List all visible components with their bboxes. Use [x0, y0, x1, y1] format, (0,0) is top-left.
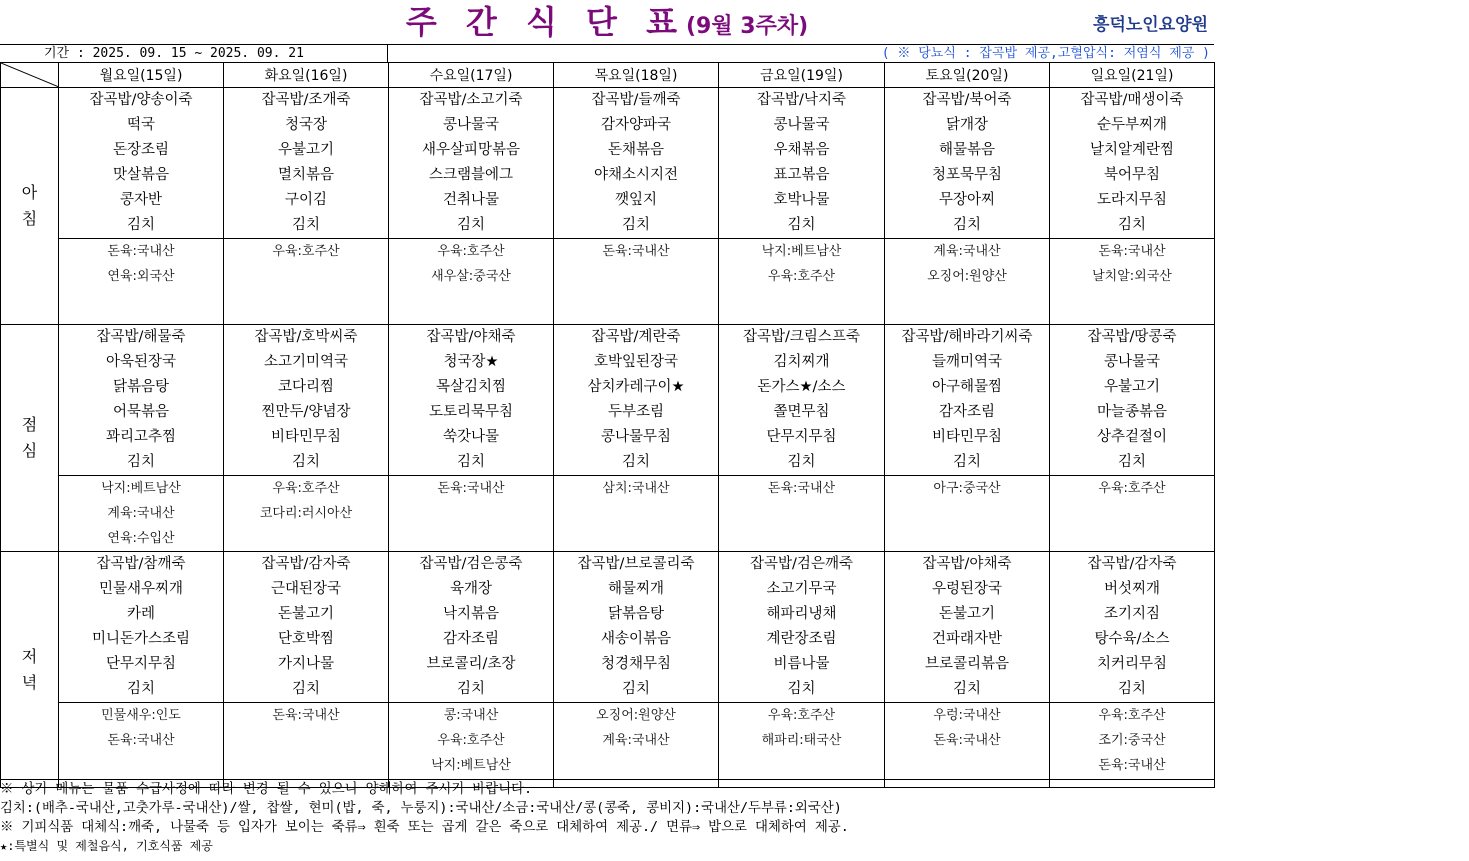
food-item: 비타민무침 [931, 429, 1003, 445]
meal-label [1, 325, 59, 552]
food-item: 닭볶음탕 [607, 606, 665, 622]
origin-item: 아구:중국산 [933, 481, 1001, 496]
food-item: 단무지무침 [766, 429, 837, 445]
food-cell [224, 552, 389, 703]
food-item: 콩자반 [119, 192, 163, 208]
origin-cell [59, 476, 224, 552]
food-item: 무장아찌 [938, 192, 996, 208]
food-item: 잡곡밥/북어죽 [922, 92, 1012, 108]
food-cell [59, 88, 224, 239]
footer-star-legend: ★:특별식 및 제철음식, 기호식품 제공 [0, 839, 213, 853]
food-cell [885, 325, 1050, 476]
food-item: 돈채볶음 [607, 142, 665, 158]
food-item: 돈불고기 [938, 606, 996, 622]
food-item: 브로콜리/초장 [426, 656, 516, 672]
origin-item: 낙지:베트남산 [431, 758, 511, 773]
food-cell [1050, 552, 1215, 703]
food-item: 잡곡밥/호박씨죽 [254, 329, 358, 345]
meal-label-char: 아 [21, 183, 38, 202]
food-item: 들깨미역국 [931, 354, 1003, 370]
food-cell [719, 88, 885, 239]
food-item: 잡곡밥/감자죽 [1087, 556, 1177, 572]
origin-cell [59, 239, 224, 325]
food-item: 육개장 [449, 581, 493, 597]
food-item: 감자조림 [442, 631, 500, 647]
origin-cell [59, 703, 224, 788]
origin-cell [1050, 476, 1215, 552]
origin-item: 계육:국내산 [107, 506, 175, 521]
food-item: 단호박찜 [277, 631, 335, 647]
food-cell [59, 325, 224, 476]
meal-origin-row [1, 703, 1215, 788]
food-item: 순두부찌개 [1096, 117, 1168, 133]
food-item: 김치 [1117, 454, 1146, 470]
food-item: 잡곡밥/야채죽 [426, 329, 516, 345]
food-item: 표고볶음 [773, 167, 830, 183]
food-item: 새송이볶음 [600, 631, 672, 647]
food-item: 김치 [787, 454, 816, 470]
food-item: 삼치카레구이★ [587, 379, 685, 395]
food-item: 김치 [126, 217, 155, 233]
origin-item: 우육:호주산 [767, 708, 836, 723]
day-header: 토요일(20일) [885, 63, 1050, 88]
origin-cell [224, 476, 389, 552]
food-item: 해물찌개 [607, 581, 665, 597]
food-cell [1050, 325, 1215, 476]
origin-cell [554, 476, 719, 552]
food-item: 깻잎지 [614, 192, 658, 208]
food-cell [389, 88, 554, 239]
food-item: 우채볶음 [773, 142, 830, 158]
food-cell [885, 552, 1050, 703]
food-item: 잡곡밥/해물죽 [96, 329, 186, 345]
food-item: 잡곡밥/소고기죽 [419, 92, 523, 108]
origin-item: 우육:호주산 [272, 244, 340, 259]
food-item: 잡곡밥/해바라기씨죽 [901, 329, 1033, 345]
origin-cell [1050, 703, 1215, 788]
food-item: 김치 [621, 681, 650, 697]
footer-substitute-note: ※ 기피식품 대체식:깨죽, 나물죽 등 입자가 보이는 죽류⇒ 흰죽 또는 곱게 갈은 죽으로 대체하여 제공./ 면류⇒ 밥으로 대체하여 제공. [0, 820, 849, 835]
food-item: 우불고기 [1103, 379, 1161, 395]
food-item: 아구해물찜 [931, 379, 1003, 395]
origin-item: 오징어:원양산 [596, 708, 676, 723]
food-item: 잡곡밥/검은깨죽 [750, 556, 853, 572]
food-item: 잡곡밥/들깨죽 [591, 92, 681, 108]
origin-item: 민물새우:인도 [101, 708, 181, 723]
origin-cell [1050, 239, 1215, 325]
food-item: 잡곡밥/조개죽 [261, 92, 351, 108]
origin-item: 우육:호주산 [767, 269, 836, 284]
food-item: 잡곡밥/감자죽 [261, 556, 351, 572]
food-item: 콩나물무침 [600, 429, 672, 445]
food-item: 호박잎된장국 [593, 354, 679, 370]
food-item: 콩나물국 [442, 117, 500, 133]
origin-item: 돈육:국내산 [767, 481, 836, 496]
food-item: 떡국 [126, 117, 155, 133]
food-item: 닭개장 [945, 117, 989, 133]
food-item: 가지나물 [277, 656, 335, 672]
food-item: 스크램블에그 [428, 167, 514, 183]
food-item: 소고기무국 [766, 581, 837, 597]
food-item: 비름나물 [773, 656, 830, 672]
meal-label [1, 552, 59, 788]
origin-item: 우렁:국내산 [933, 708, 1001, 723]
food-item: 김치 [291, 681, 320, 697]
origin-cell [554, 239, 719, 325]
food-cell [719, 552, 885, 703]
food-item: 감자양파국 [600, 117, 672, 133]
origin-item: 돈육:국내산 [1098, 244, 1166, 259]
food-item: 청국장 [284, 117, 328, 133]
meal-label [1, 88, 59, 325]
day-header: 화요일(16일) [224, 63, 389, 88]
menu-table [0, 62, 1215, 788]
food-item: 두부조림 [607, 404, 665, 420]
food-item: 콩나물국 [773, 117, 830, 133]
food-cell [1050, 88, 1215, 239]
origin-item: 돈육:국내산 [272, 708, 340, 723]
origin-cell [554, 703, 719, 788]
food-item: 김치 [126, 681, 155, 697]
day-header: 목요일(18일) [554, 63, 719, 88]
food-item: 아욱된장국 [105, 354, 177, 370]
food-item: 도라지무침 [1096, 192, 1168, 208]
food-item: 탕수육/소스 [1094, 631, 1170, 647]
food-item: 돈불고기 [277, 606, 335, 622]
food-item: 김치 [291, 217, 320, 233]
origin-item: 계육:국내산 [933, 244, 1001, 259]
origin-item: 낙지:베트남산 [761, 244, 842, 259]
food-item: 마늘종볶음 [1096, 404, 1168, 420]
food-item: 우불고기 [277, 142, 335, 158]
food-item: 낙지볶음 [442, 606, 500, 622]
food-item: 치커리무침 [1096, 656, 1168, 672]
food-item: 우렁된장국 [931, 581, 1003, 597]
food-item: 잡곡밥/낙지죽 [757, 92, 846, 108]
food-item: 김치 [952, 681, 981, 697]
footer-notes [0, 779, 1214, 856]
origin-item: 돈육:국내산 [1098, 758, 1166, 773]
food-item: 잡곡밥/크림스프죽 [743, 329, 860, 345]
food-item: 해물볶음 [938, 142, 996, 158]
food-item: 돈가스★/소스 [757, 379, 846, 395]
food-item: 김치 [1117, 217, 1146, 233]
food-item: 청포묵무침 [931, 167, 1003, 183]
origin-item: 돈육:국내산 [933, 733, 1001, 748]
origin-cell [885, 239, 1050, 325]
food-item: 멸치볶음 [277, 167, 335, 183]
food-item: 잡곡밥/계란죽 [591, 329, 681, 345]
food-item: 찐만두/양념장 [261, 404, 351, 420]
origin-cell [885, 703, 1050, 788]
origin-item: 우육:호주산 [1098, 481, 1166, 496]
food-item: 김치 [621, 217, 650, 233]
food-item: 민물새우찌개 [98, 581, 184, 597]
food-item: 상추겉절이 [1096, 429, 1168, 445]
meal-label-char: 심 [21, 441, 38, 460]
organization-name: 흥덕노인요양원 [1093, 15, 1208, 35]
footer-origin-note: 김치:(배추-국내산,고춧가루-국내산)/쌀, 찹쌀, 현미(밥, 죽, 누룽지):국내산/소금:국내산/콩(콩죽, 콩비지):국내산/두부류:외국산) [0, 801, 842, 816]
footer-change-note: ※ 상기 메뉴는 물품 수급사정에 따라 변경 될 수 있으니 양해하여 주시기 바랍니다. [0, 782, 533, 797]
meal-label-char: 저 [21, 646, 38, 666]
food-item: 돈장조림 [112, 142, 170, 158]
food-item: 김치 [952, 217, 981, 233]
food-item: 김치 [1117, 681, 1146, 697]
origin-item: 돈육:국내산 [107, 244, 175, 259]
title-week: (9월 3주차) [685, 14, 809, 39]
food-item: 잡곡밥/검은콩죽 [419, 556, 523, 572]
origin-item: 우육:호주산 [437, 244, 505, 259]
meal-food-row [1, 325, 1215, 476]
food-cell [554, 325, 719, 476]
food-item: 근대된장국 [270, 581, 342, 597]
food-item: 잡곡밥/매생이죽 [1080, 92, 1184, 108]
origin-item: 돈육:국내산 [107, 733, 175, 748]
food-item: 카레 [126, 606, 155, 622]
origin-item: 연육:외국산 [107, 269, 175, 284]
origin-cell [389, 239, 554, 325]
origin-item: 조기:중국산 [1098, 733, 1166, 748]
food-item: 건파래자반 [931, 631, 1003, 647]
food-item: 목살김치찜 [435, 379, 507, 395]
meal-origin-row [1, 476, 1215, 552]
origin-item: 돈육:국내산 [602, 244, 670, 259]
origin-item: 연육:수입산 [107, 531, 175, 546]
food-cell [389, 552, 554, 703]
origin-item: 낙지:베트남산 [101, 481, 181, 496]
food-cell [224, 88, 389, 239]
food-item: 건취나물 [442, 192, 500, 208]
meal-food-row [1, 552, 1215, 703]
food-item: 버섯찌개 [1103, 581, 1161, 597]
food-item: 잡곡밥/참깨죽 [96, 556, 186, 572]
food-cell [224, 325, 389, 476]
origin-cell [224, 239, 389, 325]
food-item: 김치 [456, 217, 485, 233]
origin-item: 새우살:중국산 [431, 269, 511, 284]
food-item: 소고기미역국 [263, 354, 349, 370]
corner-cell [1, 63, 59, 88]
food-item: 김치 [952, 454, 981, 470]
page-title [0, 2, 1214, 47]
origin-cell [719, 239, 885, 325]
food-item: 청국장★ [443, 354, 499, 370]
food-item: 단무지무침 [105, 656, 177, 672]
food-item: 맛살볶음 [112, 167, 170, 183]
origin-item: 코다리:러시아산 [259, 506, 353, 521]
day-header-row [1, 63, 1215, 88]
food-item: 김치 [291, 454, 320, 470]
food-item: 잡곡밥/브로콜리죽 [577, 556, 695, 572]
origin-item: 해파리:태국산 [761, 733, 842, 748]
origin-cell [885, 476, 1050, 552]
origin-cell [719, 476, 885, 552]
day-header: 수요일(17일) [389, 63, 554, 88]
food-item: 북어무침 [1103, 167, 1161, 183]
food-item: 꽈리고추찜 [105, 429, 177, 445]
food-item: 코다리찜 [277, 379, 335, 395]
food-item: 비타민무침 [270, 429, 342, 445]
origin-item: 계육:국내산 [602, 733, 670, 748]
title-text: 주 간 식 단 표 [405, 3, 686, 41]
origin-item: 오징어:원양산 [927, 269, 1007, 284]
food-item: 콩나물국 [1103, 354, 1161, 370]
food-item: 닭볶음탕 [112, 379, 170, 395]
day-header: 월요일(15일) [59, 63, 224, 88]
meal-origin-row [1, 239, 1215, 325]
origin-cell [389, 703, 554, 788]
food-item: 호박나물 [773, 192, 830, 208]
origin-cell [389, 476, 554, 552]
origin-item: 우육:호주산 [1098, 708, 1166, 723]
origin-cell [224, 703, 389, 788]
food-item: 해파리냉채 [766, 606, 837, 622]
food-item: 구이김 [284, 192, 328, 208]
food-cell [885, 88, 1050, 239]
food-item: 미니돈가스조림 [91, 631, 191, 647]
corner-diagonal [1, 63, 59, 87]
food-item: 쫄면무침 [773, 404, 830, 420]
food-cell [389, 325, 554, 476]
food-item: 어묵볶음 [112, 404, 170, 420]
day-header: 일요일(21일) [1050, 63, 1215, 88]
food-item: 청경채무침 [600, 656, 672, 672]
period-text: 기간 : 2025. 09. 15 ~ 2025. 09. 21 [0, 44, 388, 62]
meal-food-row [1, 88, 1215, 239]
food-item: 조기지짐 [1103, 606, 1161, 622]
meal-label-char: 녁 [21, 672, 38, 692]
meal-label-char: 점 [21, 415, 38, 434]
food-item: 김치 [787, 681, 816, 697]
origin-item: 우육:호주산 [272, 481, 340, 496]
food-item: 잡곡밥/야채죽 [922, 556, 1012, 572]
food-item: 쑥갓나물 [442, 429, 500, 445]
food-item: 계란장조림 [766, 631, 837, 647]
food-item: 김치 [456, 454, 485, 470]
food-cell [719, 325, 885, 476]
diet-note: ( ※ 당뇨식 : 잡곡밥 제공,고혈압식: 저염식 제공 ) [388, 44, 1214, 62]
food-item: 김치 [787, 217, 816, 233]
origin-item: 콩:국내산 [443, 708, 499, 723]
food-item: 김치 [126, 454, 155, 470]
food-item: 도토리묵무침 [428, 404, 514, 420]
meal-label-char: 침 [21, 209, 38, 228]
origin-cell [719, 703, 885, 788]
food-item: 감자조림 [938, 404, 996, 420]
origin-item: 돈육:국내산 [437, 481, 505, 496]
food-item: 잡곡밥/양송이죽 [89, 92, 193, 108]
food-item: 브로콜리볶음 [924, 656, 1010, 672]
title-bar [0, 0, 1214, 44]
food-cell [554, 88, 719, 239]
food-item: 김치찌개 [773, 354, 830, 370]
day-header: 금요일(19일) [719, 63, 885, 88]
origin-item: 삼치:국내산 [602, 481, 670, 496]
food-item: 새우살피망볶음 [421, 142, 521, 158]
food-item: 김치 [621, 454, 650, 470]
origin-item: 우육:호주산 [437, 733, 505, 748]
origin-item: 날치알:외국산 [1092, 269, 1172, 284]
food-cell [554, 552, 719, 703]
food-cell [59, 552, 224, 703]
food-item: 날치알계란찜 [1089, 142, 1175, 158]
food-item: 김치 [456, 681, 485, 697]
food-item: 야채소시지전 [593, 167, 679, 183]
food-item: 잡곡밥/땅콩죽 [1087, 329, 1177, 345]
